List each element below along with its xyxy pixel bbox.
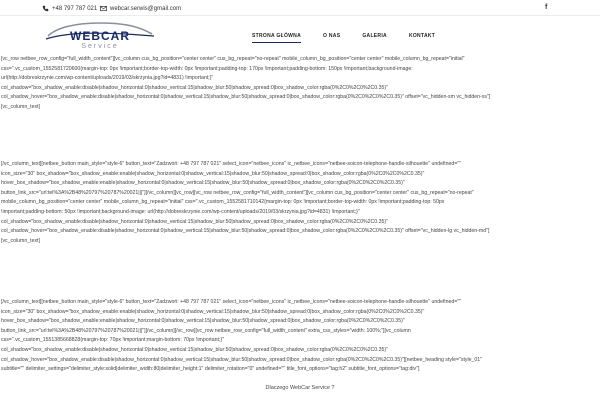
code-line: [vc_column_text] — [1, 103, 40, 110]
code-line: css=".vc_custom_1551385668828{margin-top: 70px !important;margin-bottom: 70px !important;}" — [1, 337, 224, 344]
nav-item-home[interactable]: STRONA GŁÓWNA — [252, 33, 301, 43]
code-line: button_link_src="url:tel%3A%2B48%20797%20787%20021|||"][/vc_column][vc_row][vc_row netbee_row_config="full_width_content"][vc_column cus_bg_position="center center" cus_bg_repeat="no-repeat" — [1, 189, 474, 196]
code-line: col_shadow="box_shadow_enable:disable|shadow_horizontal:0|shadow_vertical:15|shadow_blur:50|shadow_spread:0|box_shadow_color:rgba(0%2C0%2C0%2C0.35)" — [1, 346, 388, 353]
facebook-icon[interactable]: f — [545, 4, 548, 11]
code-line: [/vc_column_text][netbee_button main_style="style-6" button_text="Zadzwoń: +48 797 787 021" select_icon="netbee_icons" ic_netbee_icons="netbee-soicon-telephone-handle-silhouette" undefined="" — [1, 161, 461, 167]
code-line: [vc_row netbee_row_config="full_width_content"][vc_column cus_bg_position="center center" cus_bg_repeat="no-repeat" mobile_column_bg_position="center center" mobile_column_bg_repeat="initial" — [1, 56, 465, 62]
top-bar — [0, 0, 600, 16]
code-line: col_shadow_hover="box_shadow_enable:disable|shadow_horizontal:0|shadow_vertical:15|shadow_blur:50|shadow_spread:0|box_shadow_color:rgba(0%2C0%2C0%2C0.35)" offset="vc_hidden-lg vc_hidden-md"] — [1, 228, 490, 235]
email-address: webcar.serwis@gmail.com — [110, 5, 182, 12]
code-line: url(http://dobreskrzynie.com/wp-content/uploads/2019/03/skrzynia.jpg?id=4831) !important;}" — [1, 75, 214, 82]
code-line: !important;padding-bottom: 50px !important;background-image: url(http://dobreskrzynie.com/wp-content/uploads/2019/03/skrzynia.jpg?id=4831) !important;}" — [1, 208, 360, 215]
code-line: hover_box_shadow="box_shadow_enable:enable|shadow_horizontal:0|shadow_vertical:15|shadow_blur:50|shadow_spread:0|box_shadow_color:rgba(0%2C0%2C0%2C0.35)" — [1, 318, 405, 325]
code-line: [vc_column_text] — [1, 237, 40, 244]
code-line: button_link_src="url:tel%3A%2B48%20797%20787%20021|||"][/vc_column][/vc_row][vc_row netbee_row_config="full_width_content" extra_css_styles="width: 100%;"][vc_column — [1, 327, 411, 334]
car-logo-icon — [44, 20, 156, 50]
code-line: icon_size="30" box_shadow="box_shadow_enable:enable|shadow_horizontal:0|shadow_vertical:15|shadow_blur:50|shadow_spread:0|box_shadow_color:rgba(0%2C0%2C0%2C0.35)" — [1, 308, 425, 315]
site-logo[interactable] — [44, 20, 156, 50]
code-line: [/vc_column_text][netbee_button main_style="style-6" button_text="Zadzwoń: +48 797 787 021" select_icon="netbee_icons" ic_netbee_icons="netbee-soicon-telephone-handle-silhouette" undefined="" — [1, 299, 461, 305]
code-line: col_shadow="box_shadow_enable:disable|shadow_horizontal:0|shadow_vertical:15|shadow_blur:50|shadow_spread:0|box_shadow_color:rgba(0%2C0%2C0%2C0.35)" — [1, 218, 388, 225]
shortcode-block-1 — [0, 55, 600, 113]
shortcode-block-3 — [0, 298, 600, 375]
code-line: icon_size="30" box_shadow="box_shadow_enable:enable|shadow_horizontal:0|shadow_vertical:15|shadow_blur:50|shadow_spread:0|box_shadow_color:rgba(0%2C0%2C0%2C0.35)" — [1, 170, 425, 177]
main-nav — [252, 33, 457, 43]
section-heading: Dlaczego WebCar Service ? — [265, 385, 335, 391]
phone-number: +48 797 787 021 — [52, 5, 98, 12]
shortcode-block-2 — [0, 160, 600, 246]
nav-item-about[interactable]: O NAS — [323, 33, 341, 39]
code-line: col_shadow_hover="box_shadow_enable:disable|shadow_horizontal:0|shadow_vertical:15|shadow_blur:50|shadow_spread:0|box_shadow_color:rgba(0%2C0%2C0%2C0.35)"][netbee_heading style="style_01" — [1, 356, 483, 363]
code-line: col_shadow="box_shadow_enable:disable|shadow_horizontal:0|shadow_vertical:15|shadow_blur:50|shadow_spread:0|box_shadow_color:rgba(0%2C0%2C0%2C0.35)" — [1, 84, 388, 91]
nav-item-gallery[interactable]: GALERIA — [362, 33, 387, 39]
phone-icon — [42, 5, 49, 12]
code-line: col_shadow_hover="box_shadow_enable:disable|shadow_horizontal:0|shadow_vertical:15|shadow_blur:50|shadow_spread:0|box_shadow_color:rgba(0%2C0%2C0%2C0.35)" offset="vc_hidden-sm vc_hidden-xs"] — [1, 94, 491, 101]
email-contact[interactable] — [100, 5, 181, 12]
logo-text-sub: Service — [81, 43, 119, 50]
logo-text-main: WEBCAR — [70, 29, 130, 43]
nav-item-contact[interactable]: KONTAKT — [408, 33, 436, 39]
code-line: css=".vc_custom_1552581720600{margin-top: 0px !important;border-top-width: 0px !important;padding-top: 170px !important;padding-bottom: 150px !important;background-image: — [1, 65, 413, 72]
code-line: subtitle="" delimiter_settings="delimiter_style:solid|delimiter_width:80|delimiter_height:1" delimiter_rotation="0" undefined="" title_font_options="tag:h2" subtitle_font_options="tag:div"] — [1, 366, 420, 373]
phone-contact[interactable] — [42, 5, 97, 12]
envelope-icon — [100, 5, 107, 12]
code-line: mobile_column_bg_position="center center" mobile_column_bg_repeat="initial" css=".vc_custom_1552581710142{margin-top: 0px !important;border-top-width: 0px !important;padding-top: 50px — [1, 199, 445, 206]
code-line: hover_box_shadow="box_shadow_enable:enable|shadow_horizontal:0|shadow_vertical:15|shadow_blur:50|shadow_spread:0|box_shadow_color:rgba(0%2C0%2C0%2C0.35)" — [1, 180, 405, 187]
